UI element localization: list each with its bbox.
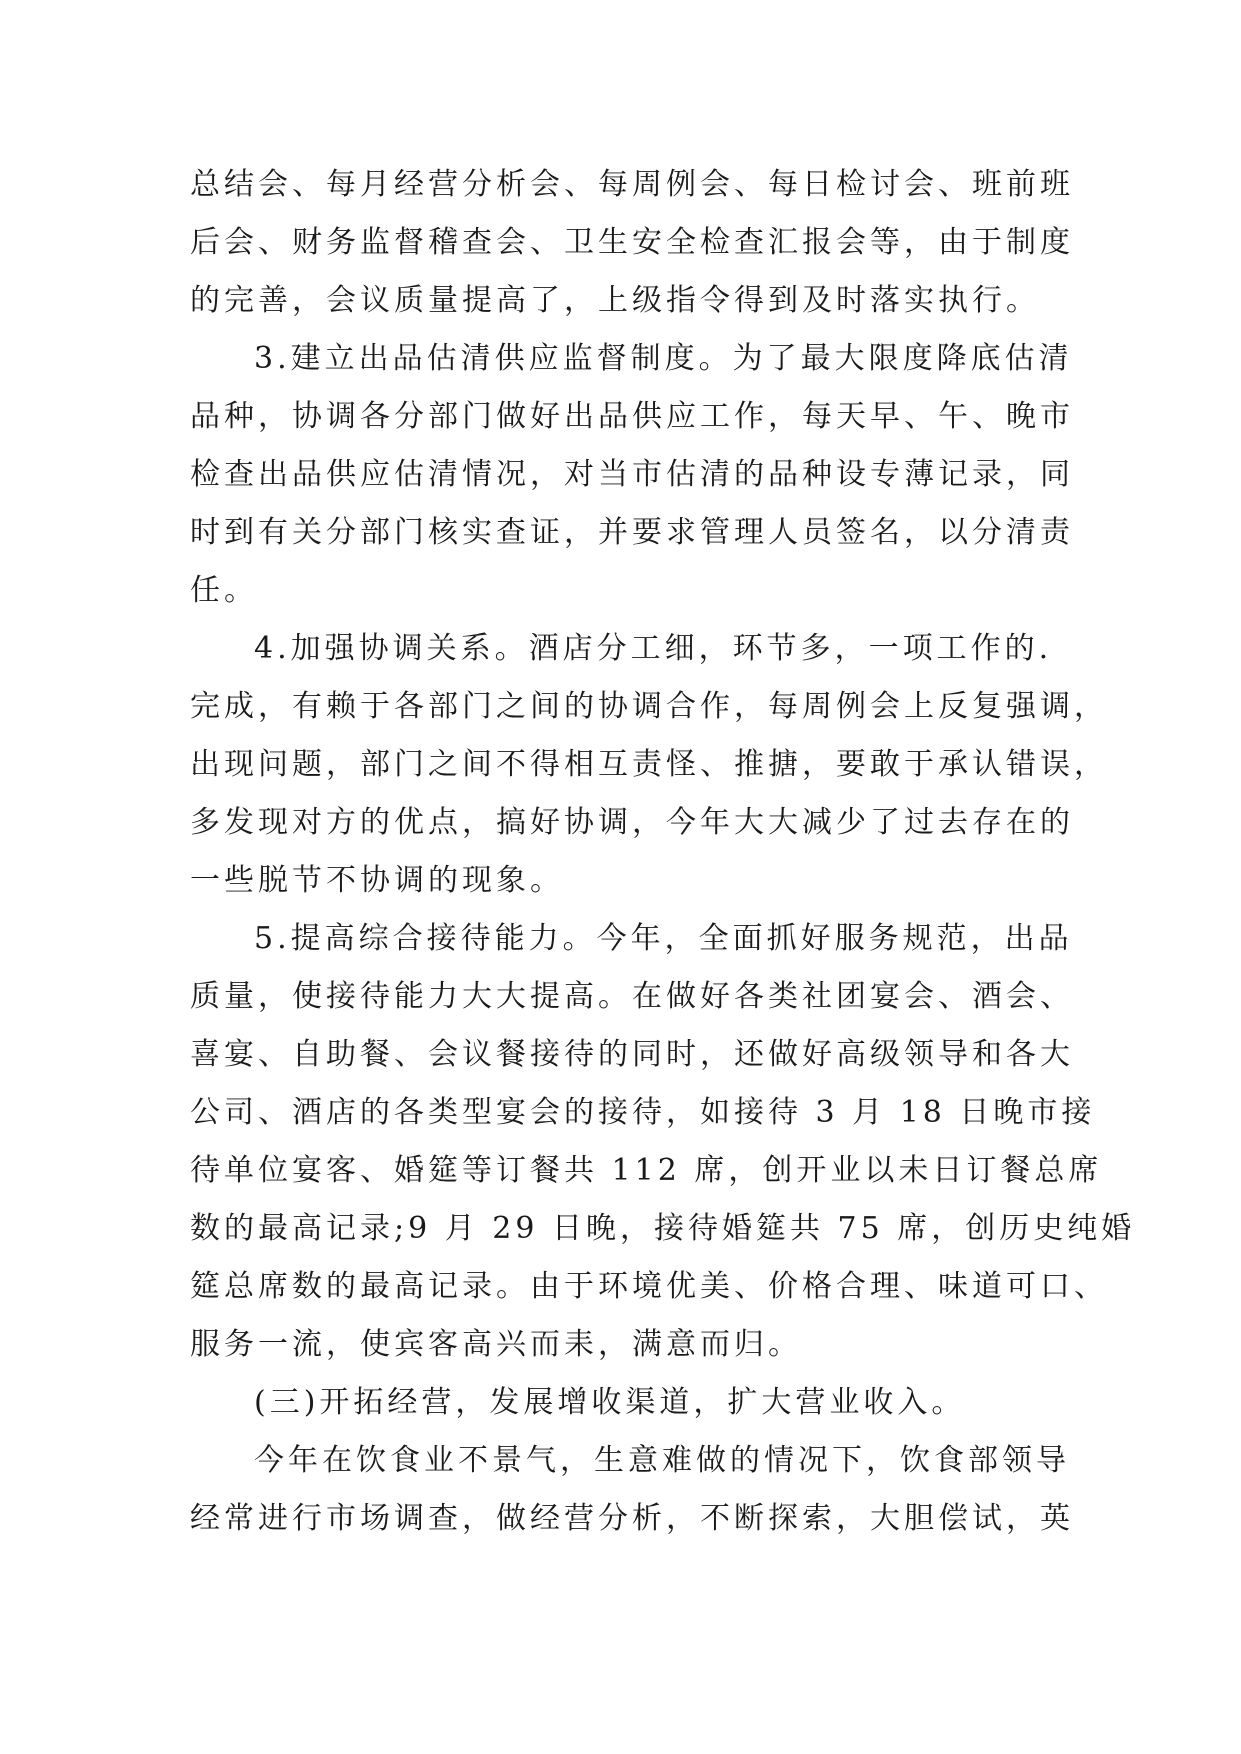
text-line: 公司、酒店的各类型宴会的接待，如接待 3 月 18 日晚市接 xyxy=(190,1095,1096,1130)
text-line: 质量，使接待能力大大提高。在做好各类社团宴会、酒会、 xyxy=(190,979,1074,1014)
text-line: 数的最高记录;9 月 29 日晚，接待婚筵共 75 席，创历史纯婚 xyxy=(190,1211,1136,1246)
text-line: 喜宴、自助餐、会议餐接待的同时，还做好高级领导和各大 xyxy=(190,1037,1074,1072)
body-text xyxy=(190,156,1136,1548)
text-line: (三)开拓经营，发展增收渠道，扩大营业收入。 xyxy=(254,1385,966,1420)
text-line: 多发现对方的优点，搞好协调，今年大大减少了过去存在的 xyxy=(190,805,1074,840)
text-line: 品种，协调各分部门做好出品供应工作，每天早、午、晚市 xyxy=(190,399,1074,434)
text-line: 总结会、每月经营分析会、每周例会、每日检讨会、班前班 xyxy=(190,167,1074,202)
text-line: 5.提高综合接待能力。今年，全面抓好服务规范，出品 xyxy=(254,921,1073,956)
text-line: 待单位宴客、婚筵等订餐共 112 席，创开业以未日订餐总席 xyxy=(190,1153,1103,1188)
text-line: 完成，有赖于各部门之间的协调合作，每周例会上反复强调， xyxy=(190,689,1108,724)
text-line: 的完善，会议质量提高了，上级指令得到及时落实执行。 xyxy=(190,283,1040,318)
text-line: 今年在饮食业不景气，生意难做的情况下，饮食部领导 xyxy=(254,1443,1070,1478)
text-line: 出现问题，部门之间不得相互责怪、推搪，要敢于承认错误， xyxy=(190,747,1108,782)
text-line: 任。 xyxy=(190,573,258,608)
text-line: 一些脱节不协调的现象。 xyxy=(190,863,564,898)
text-line: 后会、财务监督稽查会、卫生安全检查汇报会等，由于制度 xyxy=(190,225,1074,260)
text-line: 4.加强协调关系。酒店分工细，环节多，一项工作的. xyxy=(254,631,1053,666)
text-line: 筵总席数的最高记录。由于环境优美、价格合理、味道可口、 xyxy=(190,1269,1108,1304)
text-line: 时到有关分部门核实查证，并要求管理人员签名，以分清责 xyxy=(190,515,1074,550)
text-line: 服务一流，使宾客高兴而耒，满意而归。 xyxy=(190,1327,802,1362)
text-line: 经常进行市场调查，做经营分析，不断探索，大胆偿试，英 xyxy=(190,1501,1074,1536)
text-line: 3.建立出品估清供应监督制度。为了最大限度降底估清 xyxy=(254,341,1073,376)
text-line: 检查出品供应估清情况，对当市估清的品种设专薄记录，同 xyxy=(190,457,1074,492)
